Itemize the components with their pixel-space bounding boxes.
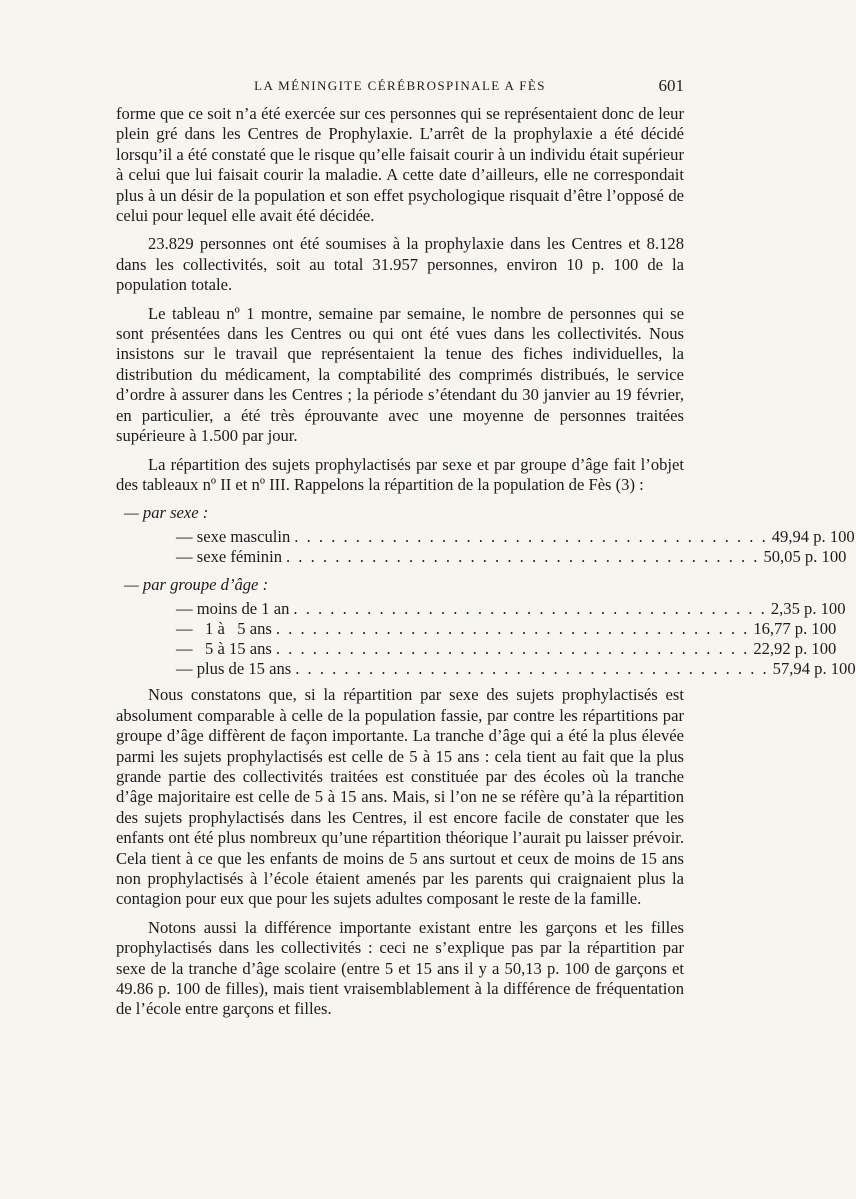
leader-dots: . . . . . . . . . . . . . . . . . . . . . . . . . . . . . . . . . . . . . . . [294,527,768,547]
distribution-row [176,547,847,567]
distribution-row [176,619,837,639]
distribution-row [176,527,855,547]
distribution-row [176,599,846,619]
paragraph: La répartition des sujets prophylactisés par sexe et par groupe d’âge fait l’objet des tableaux nº II et nº III. Rappelons la répartition de la population de Fès (3) : [116,454,684,494]
leader-dots: . . . . . . . . . . . . . . . . . . . . . . . . . . . . . . . . . . . . . . . [286,547,760,567]
paragraph: Le tableau nº 1 montre, semaine par semaine, le nombre de personnes qui se sont présentées dans les Centres ou qui ont été vues dans les collectivités. Nous insistons sur le travail que représentaient la tenue des fiches individuelles, la distribution du médicament, la comptabilité des comprimés distribués, le service d’ordre à assurer dans les Centres ; la période s’étendant du 30 janvier au 19 février, en particulier, a été très éprouvante avec une moyenne de personnes traitées supérieure à 1.500 par jour. [116,303,684,446]
category-label: — par sexe : [124,503,209,523]
paragraph: 23.829 personnes ont été soumises à la prophylaxie dans les Centres et 8.128 dans les collectivités, soit au total 31.957 personnes, environ 10 p. 100 de la population totale. [116,234,684,295]
row-label: — 5 à 15 ans [176,639,272,659]
row-value: 2,35 p. 100 [770,599,846,619]
row-value: 57,94 p. 100 [772,659,856,679]
row-label: — sexe féminin [176,547,282,567]
row-value: 49,94 p. 100 [771,527,855,547]
page-header [116,76,684,98]
distribution-row [176,659,856,679]
category-sex [124,503,684,523]
paragraph: Nous constatons que, si la répartition par sexe des sujets prophylactisés est absolument comparable à celle de la population fassie, par contre les répartitions par groupe d’âge diffèrent de façon importante. La tranche d’âge qui a été la plus élevée parmi les sujets prophylactisés est celle de 5 à 15 ans : cela tient au fait que la plus grande partie des collectivités traitées est constituée par des écoles où la tranche d’âge majoritaire est celle de 5 à 15 ans. Mais, si l’on ne se réfère qu’à la répartition des sujets prophylactisés dans les Centres, il est encore facile de constater que les enfants ont été plus nombreux qu’une répartition théorique l’aurait pu laisser prévoir. Cela tient à ce que les enfants de moins de 5 ans surtout et ceux de moins de 15 ans non prophylactisés à l’école étaient amenés par les parents qui craignaient plus la contagion pour eux que pour les sujets adultes composant le reste de la famille. [116,685,684,909]
row-value: 50,05 p. 100 [763,547,847,567]
row-label: — 1 à 5 ans [176,619,272,639]
leader-dots: . . . . . . . . . . . . . . . . . . . . . . . . . . . . . . . . . . . . . . . [275,639,750,659]
body-text [116,104,856,1028]
page-number: 601 [658,76,684,95]
row-label: — moins de 1 an [176,599,290,619]
row-label: — plus de 15 ans [176,659,292,679]
row-value: 22,92 p. 100 [753,639,837,659]
leader-dots: . . . . . . . . . . . . . . . . . . . . . . . . . . . . . . . . . . . . . . . [275,619,750,639]
category-label: — par groupe d’âge : [124,575,269,595]
category-age [124,575,684,595]
distribution-row [176,639,837,659]
paragraph: forme que ce soit n’a été exercée sur ces personnes qui se représentaient donc de leur plein gré dans les Centres de Prophylaxie. L’arrêt de la prophylaxie a été décidé lorsqu’il a été constaté que le risque qu’elle faisait courir à un individu était supérieur à celui que lui faisait courir la maladie. A cette date d’ailleurs, elle ne correspondait plus à un désir de la population et son effet psychologique risquait d’être l’opposé de celui pour lequel elle avait été décidée. [116,104,684,226]
leader-dots: . . . . . . . . . . . . . . . . . . . . . . . . . . . . . . . . . . . . . . . [293,599,767,619]
row-value: 16,77 p. 100 [753,619,837,639]
population-distribution-list [116,503,856,679]
leader-dots: . . . . . . . . . . . . . . . . . . . . . . . . . . . . . . . . . . . . . . . [295,659,769,679]
paragraph: Notons aussi la différence importante existant entre les garçons et les filles prophylactisés dans les collectivités : ceci ne s’explique pas par la répartition par sexe de la tranche d’âge scolaire (entre 5 et 15 ans il y a 50,13 p. 100 de garçons et 49.86 p. 100 de filles), mais tient vraisemblablement à la différence de fréquentation de l’école entre garçons et filles. [116,917,684,1019]
row-label: — sexe masculin [176,527,291,547]
running-title: LA MÉNINGITE CÉRÉBROSPINALE A FÈS [254,78,546,93]
